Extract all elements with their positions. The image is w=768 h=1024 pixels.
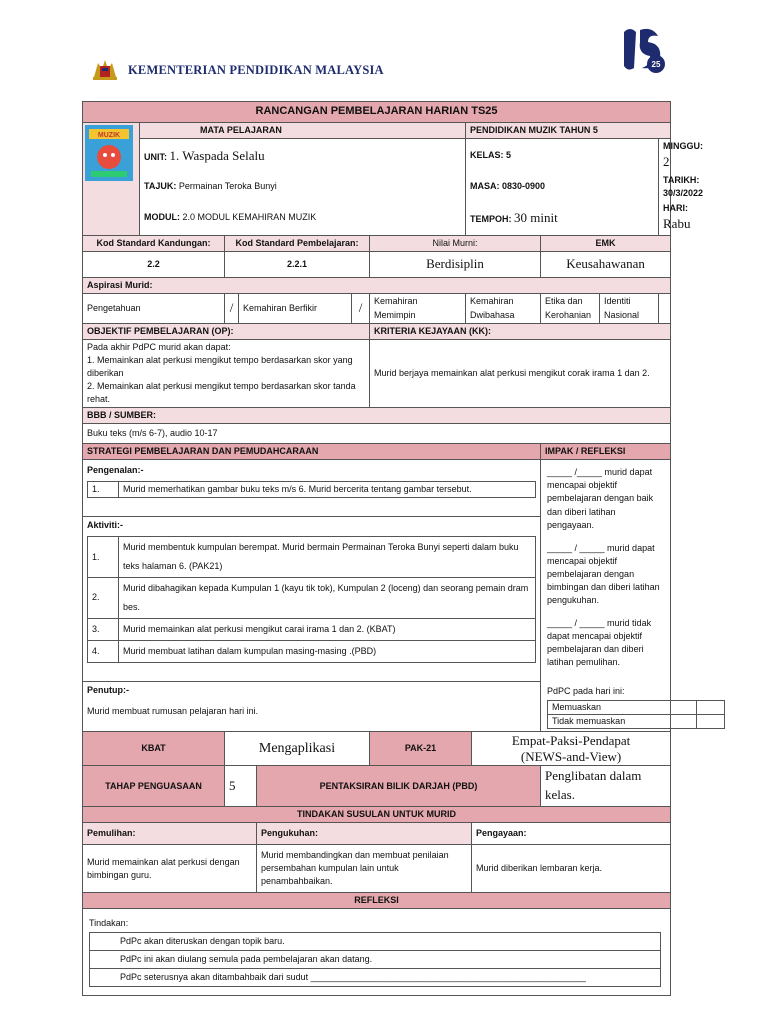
aktiviti-text: Murid memainkan alat perkusi mengikut carai irama 1 dan 2. (KBAT) [119, 618, 536, 640]
masa-label: MASA: [470, 181, 500, 192]
pengukuhan-label: Pengukuhan: [257, 823, 472, 845]
aktiviti-text: Murid membuat latihan dalam kumpulan masing-masing .(PBD) [119, 640, 536, 662]
tajuk-cell [140, 173, 466, 201]
objektif-content [83, 340, 370, 408]
svg-text:25: 25 [651, 60, 661, 69]
refleksi-options [89, 932, 661, 987]
pbd-value: Penglibatan dalam kelas. [541, 766, 671, 807]
tindakan-susulan-label: TINDAKAN SUSULAN UNTUK MURID [83, 807, 671, 823]
impak-item: _____ / _____ murid tidak dapat mencapai objektif pembelajaran dan diberi latihan pemulihan. [547, 617, 652, 667]
pengenalan-number: 1. [88, 482, 119, 498]
tindakan-label: Tindakan: [89, 918, 129, 929]
tarikh-cell [659, 173, 704, 201]
aspirasi-split [541, 294, 659, 324]
ksk-label: Kod Standard Kandungan: [83, 235, 225, 251]
pengayaan-text: Murid diberikan lembaran kerja. [472, 845, 671, 893]
impak-content [541, 460, 671, 732]
pak21-value-1: Empat-Paksi-Pendapat [511, 733, 631, 749]
hari-value: Rabu [663, 216, 691, 232]
penutup-text: Murid membuat rumusan pelajaran hari ini. [87, 706, 259, 717]
aspirasi-etika: Etika dan Kerohanian [541, 294, 600, 322]
tajuk-value: Permainan Teroka Bunyi [178, 181, 277, 192]
minggu-value: 2 [663, 154, 670, 170]
tahap-value: 5 [225, 766, 257, 807]
aktiviti-section [83, 517, 541, 682]
masa-value: 0830-0900 [502, 181, 546, 192]
emk-value: Keusahawanan [541, 251, 671, 277]
ministry-name: KEMENTERIAN PENDIDIKAN MALAYSIA [128, 62, 384, 77]
unit-cell [140, 139, 466, 173]
tarikh-value: 30/3/2022 [663, 187, 704, 198]
objektif-line: 2. Memainkan alat perkusi mengikut tempo berdasarkan skor tanda rehat. [87, 381, 356, 405]
ts25-logo [618, 24, 666, 82]
tempoh-cell [466, 201, 659, 235]
refleksi-label: REFLEKSI [83, 893, 671, 909]
ksk-value: 2.2 [83, 251, 225, 277]
malaysia-crest-icon [90, 57, 120, 83]
pengenalan-text: Murid memerhatikan gambar buku teks m/s 6. Murid bercerita tentang gambar tersebut. [119, 482, 536, 498]
aktiviti-number: 4. [88, 640, 119, 662]
tajuk-label: TAJUK: [144, 181, 177, 192]
hari-label: HARI: [663, 203, 688, 214]
aspirasi-label: Aspirasi Murid: [83, 277, 671, 293]
mata-pelajaran-label: MATA PELAJARAN [140, 123, 466, 139]
aspirasi-pengetahuan: Pengetahuan [83, 294, 225, 324]
impak-item: _____ /_____ murid dapat mencapai objektif pembelajaran dengan baik dan diberi latihan pengayaan. [547, 467, 654, 530]
memuaskan-checkbox[interactable] [697, 701, 725, 715]
bbb-content: Buku teks (m/s 6-7), audio 10-17 [83, 424, 671, 444]
tidak-memuaskan-checkbox[interactable] [697, 715, 725, 729]
cover-title: MUZIK [97, 132, 121, 139]
kbat-value: Mengaplikasi [225, 732, 370, 766]
pdpc-label: PdPC pada hari ini: [547, 686, 625, 697]
aktiviti-text: Murid membentuk kumpulan berempat. Murid bermain Permainan Teroka Bunyi seperti dalam buku teks halaman 6. (PAK21) [119, 537, 536, 578]
aspirasi-memimpin: Kemahiran Memimpin [370, 294, 466, 324]
ksp-value: 2.2.1 [225, 251, 370, 277]
penutup-section [83, 682, 541, 732]
strategi-label: STRATEGI PEMBELAJARAN DAN PEMUDAHCARAAN [83, 444, 541, 460]
kriteria-label: KRITERIA KEJAYAAN (KK): [370, 324, 671, 340]
emk-label: EMK [541, 235, 671, 251]
pengukuhan-text: Murid membandingkan dan membuat penilaian persembahan kumpulan lain untuk penambahbaikan. [257, 845, 472, 893]
objektif-line: Pada akhir PdPC murid akan dapat: [87, 342, 231, 353]
kelas-cell [466, 139, 659, 173]
pemulihan-text: Murid memainkan alat perkusi dengan bimbingan guru. [83, 845, 257, 893]
ksp-label: Kod Standard Pembelajaran: [225, 235, 370, 251]
nilai-label: Nilai Murni: [370, 235, 541, 251]
hari-cell [659, 201, 691, 235]
penutup-label: Penutup:- [87, 685, 129, 696]
kelas-label: KELAS: [470, 150, 504, 161]
refleksi-section [83, 909, 671, 996]
pengenalan-section [83, 460, 541, 517]
aspirasi-berfikir: Kemahiran Berfikir [239, 294, 352, 324]
lesson-plan-table [82, 101, 704, 996]
impak-label: IMPAK / REFLEKSI [541, 444, 671, 460]
objektif-label: OBJEKTIF PEMBELAJARAN (OP): [83, 324, 370, 340]
ministry-header [90, 56, 384, 84]
pak21-value-2: (NEWS-and-View) [520, 748, 622, 764]
aktiviti-label: Aktiviti:- [87, 520, 123, 531]
tempoh-label: TEMPOH: [470, 213, 512, 224]
aktiviti-number: 2. [88, 577, 119, 618]
unit-value: 1. Waspada Selalu [169, 148, 265, 164]
aspirasi-mark-1: / [225, 294, 239, 324]
objektif-line: 1. Memainkan alat perkusi mengikut tempo berdasarkan skor yang diberikan [87, 355, 353, 379]
modul-cell [140, 201, 466, 235]
pemulihan-label: Pemulihan: [83, 823, 257, 845]
textbook-cover-icon [85, 125, 133, 181]
form-title: RANCANGAN PEMBELAJARAN HARIAN TS25 [83, 102, 671, 123]
pdpc-status-table [547, 700, 725, 729]
bbb-label: BBB / SUMBER: [83, 408, 671, 424]
refleksi-option[interactable]: PdPc ini akan diulang semula pada pembelajaran akan datang. [90, 951, 661, 969]
aspirasi-mark-2: / [352, 294, 370, 324]
aspirasi-mark-6 [659, 294, 671, 324]
memuaskan-label: Memuaskan [548, 701, 697, 715]
tempoh-value: 30 minit [514, 209, 558, 225]
pbd-label: PENTAKSIRAN BILIK DARJAH (PBD) [257, 766, 541, 807]
impak-item: _____ / _____ murid dapat mencapai objektif pembelajaran dengan bimbingan dan diberi latihan pengukuhan. [547, 542, 660, 605]
aktiviti-number: 3. [88, 618, 119, 640]
tidak-memuaskan-label: Tidak memuaskan [548, 715, 697, 729]
unit-label: UNIT: [144, 152, 167, 163]
kriteria-content: Murid berjaya memainkan alat perkusi mengikut corak irama 1 dan 2. [370, 340, 671, 408]
aspirasi-identiti: Identiti Nasional [604, 296, 640, 320]
modul-label: MODUL: [144, 212, 180, 223]
masa-cell [466, 173, 659, 201]
subject-value: PENDIDIKAN MUZIK TAHUN 5 [466, 123, 671, 139]
aspirasi-dwibahasa: Kemahiran Dwibahasa [466, 294, 541, 324]
tarikh-label: TARIKH: [663, 174, 700, 185]
minggu-label: MINGGU: [663, 141, 703, 152]
nilai-value: Berdisiplin [370, 251, 541, 277]
refleksi-option[interactable]: PdPc akan diteruskan dengan topik baru. [90, 933, 661, 951]
pak21-cell [472, 732, 671, 766]
pengayaan-label: Pengayaan: [472, 823, 671, 845]
textbook-cover [83, 123, 140, 236]
pak21-label: PAK-21 [370, 732, 472, 766]
minggu-cell [659, 139, 703, 173]
modul-value: 2.0 MODUL KEMAHIRAN MUZIK [182, 212, 317, 223]
refleksi-option[interactable]: PdPc seterusnya akan ditambahbaik dari sudut _______________________________________________________ [90, 969, 661, 987]
pengenalan-label: Pengenalan:- [87, 465, 144, 476]
aktiviti-text: Murid dibahagikan kepada Kumpulan 1 (kayu tik tok), Kumpulan 2 (loceng) dan seorang pemain dram bes. [119, 577, 536, 618]
kelas-value: 5 [506, 150, 512, 161]
aktiviti-number: 1. [88, 537, 119, 578]
kbat-label: KBAT [83, 732, 225, 766]
tahap-label: TAHAP PENGUASAAN [83, 766, 225, 807]
